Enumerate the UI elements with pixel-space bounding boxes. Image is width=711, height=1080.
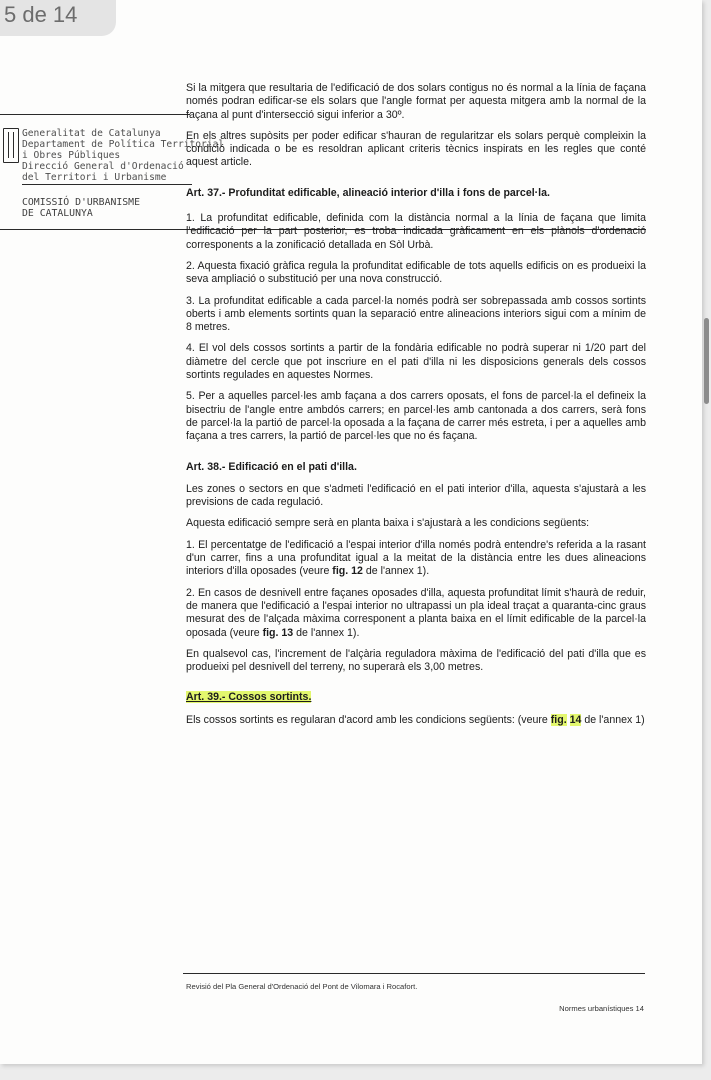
agency-line: Direcció General d'Ordenació — [22, 161, 184, 172]
figure-reference: fig. 13 — [262, 626, 294, 639]
stamp-underline — [22, 184, 192, 185]
paragraph-text: de l'annex 1) — [581, 713, 645, 726]
paragraph — [186, 587, 646, 640]
paragraph: 4. El vol dels cossos sortints a partir de la fondària edificable no podrà superar ni 1/20 part del diàmetre del cercle que pot inscriure en el pati d'illa ni les disposicions generals dels cossos sortints regulades en aquestes Normes. — [186, 342, 646, 382]
rule-line — [0, 114, 190, 115]
figure-reference: fig. 12 — [332, 565, 363, 578]
paragraph: 1. La profunditat edificable, definida com la distància normal a la línia de façana que limita l'edificació per la part posterior, es troba indicada gràficament en els plànols d'ordenació corresponents a la zonificació detallada en Sòl Urbà. — [186, 212, 646, 251]
page-counter: 5 de 14 — [0, 0, 116, 36]
generalitat-logo-icon — [3, 128, 19, 163]
paragraph — [186, 714, 646, 727]
paragraph: Aquesta edificació sempre serà en planta baixa i s'ajustarà a les condicions següents: — [186, 517, 590, 530]
paragraph — [186, 539, 646, 579]
paragraph: Si la mitgera que resultaria de l'edificació de dos solars contigus no és normal a la línia de façana només podran edificar-se els solars que l'angle format per aquesta mitgera amb la normal de la façana al punt d'intersecció sigui inferior a 30º. — [186, 82, 646, 121]
article-heading — [186, 691, 646, 704]
figure-reference-highlight: 14 — [569, 713, 582, 726]
agency-line: i Obres Públiques — [22, 150, 121, 161]
paragraph: 3. La profunditat edificable a cada parcel·la només podrà ser sobrepassada amb cossos sortints oberts i amb elements sortints quan la separació entre alineacions interiors sigui com a mínim de 8 metres. — [186, 294, 646, 334]
paragraph-text: de l'annex 1). — [362, 565, 430, 578]
highlighted-heading: Art. 39.- Cossos sortints. — [186, 691, 312, 704]
footer-page-label: Normes urbanístiques 14 — [559, 1004, 644, 1013]
scrollbar-thumb[interactable] — [704, 318, 709, 404]
article-heading: Art. 37.- Profunditat edificable, alineació interior d'illa i fons de parcel·la. — [186, 186, 550, 199]
agency-line: Departament de Política Territorial — [22, 139, 225, 150]
paragraph: En els altres supòsits per poder edificar s'hauran de regularitzar els solars perquè compleixin la condició indicada o be es resoldran aplicant criteris tècnics inspirats en les regles que conté aquest article. — [186, 129, 646, 169]
paragraph-text: 1. El percentatge de l'edificació a l'espai interior d'illa només podrà entendre's referida a la rasant d'un carrer, fins a una profunditat igual a la meitat de la distància entre les dues alineacions interiors d'illa oposades (veure — [186, 538, 646, 578]
paragraph-text: de l'annex 1). — [293, 626, 360, 639]
agency-line: Generalitat de Catalunya — [22, 128, 161, 139]
paragraph-text: Els cossos sortints es regularan d'acord amb les condicions següents: (veure — [186, 713, 551, 726]
paragraph: Les zones o sectors en que s'admeti l'edificació en el pati interior d'illa, aquesta s'ajustarà a les previsions de cada regulació. — [186, 482, 646, 509]
commission-line: DE CATALUNYA — [22, 208, 93, 219]
article-heading: Art. 38.- Edificació en el pati d'illa. — [186, 460, 357, 473]
paragraph: En qualsevol cas, l'increment de l'alçària reguladora màxima de l'edificació del pati d'illa que es produeixi pel desnivell del terreny, no superarà els 3,00 metres. — [186, 647, 646, 674]
agency-stamp — [22, 128, 225, 183]
footer-rule — [183, 973, 645, 974]
paragraph-text: 2. En casos de desnivell entre façanes oposades d'illa, aquesta profunditat límit s'haurà de reduir, de manera que l'edificació a l'espai interior no ultrapassi un pla ideal traçat a quaranta-cinc graus mesurat des de l'alçada màxima corresponent a planta baixa en el límit edificable de la parcel·la oposada (veure — [186, 586, 646, 639]
footer-revision: Revisió del Pla General d'Ordenació del Pont de Vilomara i Rocafort. — [186, 982, 418, 991]
figure-reference-highlight: fig. — [550, 713, 567, 726]
commission-line: COMISSIÓ D'URBANISME — [22, 197, 140, 208]
agency-line: del Territori i Urbanisme — [22, 172, 167, 183]
paragraph: 2. Aquesta fixació gràfica regula la profunditat edificable de tots aquells edificis on es produeixi la seva ampliació o substitució per una nova construcció. — [186, 259, 646, 286]
commission-stamp — [22, 197, 140, 219]
paragraph: 5. Per a aquelles parcel·les amb façana a dos carrers oposats, el fons de parcel·la el defineix la bisectriu de l'angle entre ambdós carrers; en parcel·les amb cantonada a dos carrers, serà fons de parcel·la la partió de parcel·la oposada a la façana de carrer més estreta, i per a aquelles amb façana a tres carrers, la partió de parcel·les que no és façana. — [186, 390, 646, 443]
document-body — [186, 82, 646, 727]
